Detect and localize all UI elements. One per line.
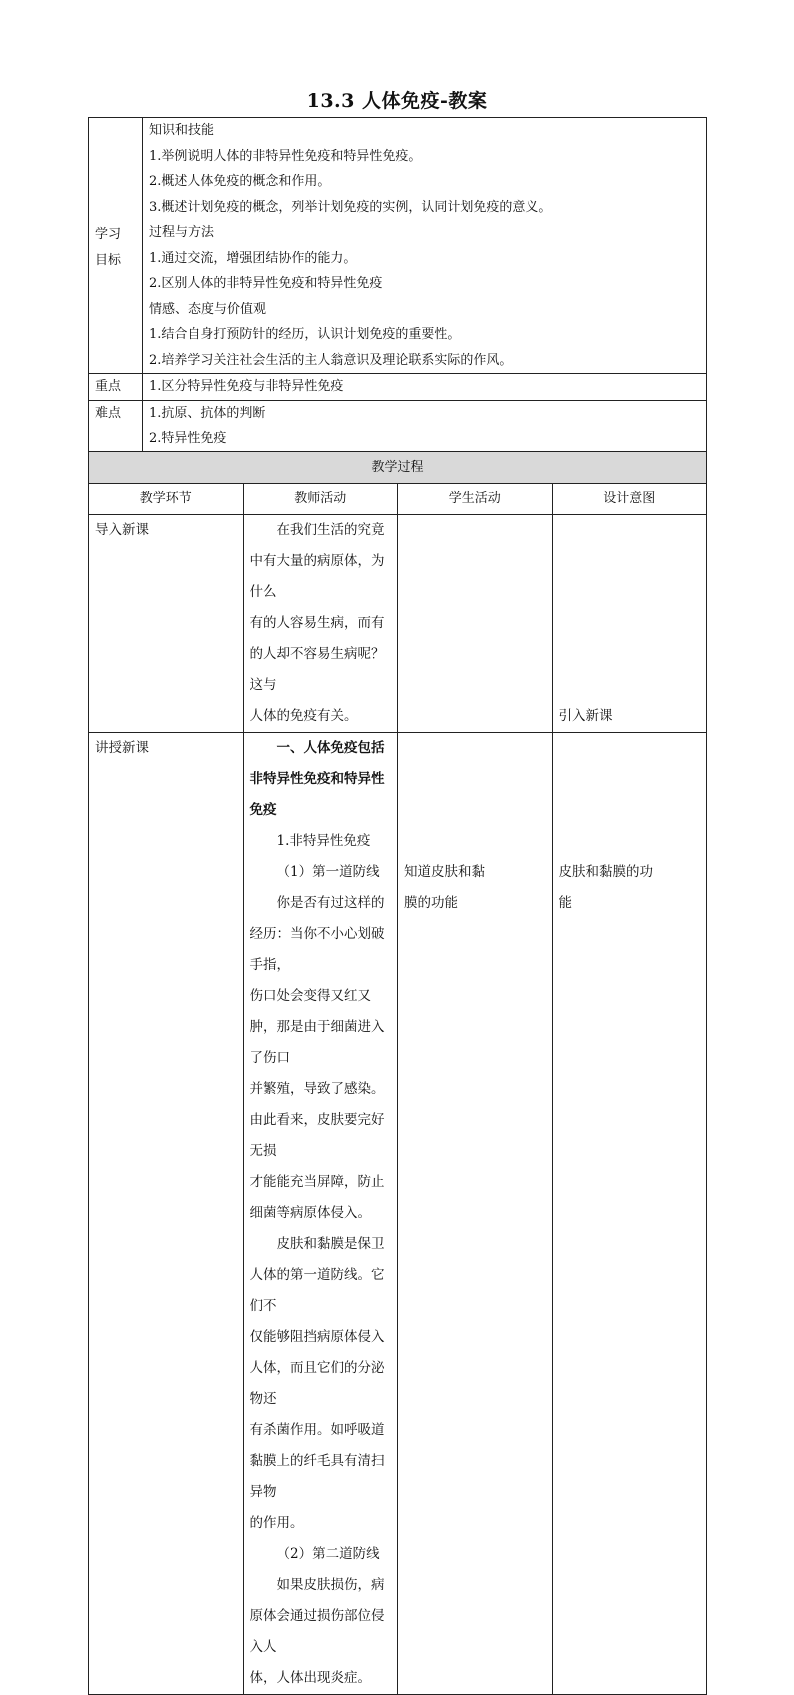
column-header: 设计意图 (552, 484, 707, 515)
teacher-cell: 一、人体免疫包括非特异性免疫和特异性免疫 1.非特异性免疫 （1）第一道防线 你是否有过这样的经历：当你不小心划破手指， 伤口处会变得又红又肿，那是由于细菌进入了伤口 并繁殖，导致了感染。由此看来，皮肤要完好无损 才能能充当屏障，防止细菌等病原体侵入。 皮肤和黏膜是保卫人体的第一道防线。它们不 仅能够阻挡病原体侵入人体，而且它们的分泌物还 有杀菌作用。如呼吸道黏膜上的纤毛具有清扫异物 的作用。 （2）第二道防线 如果皮肤损伤，病原体会通过损伤部位侵入人 体，人体出现炎症。 (243, 733, 398, 1695)
objectives-table (88, 117, 707, 453)
difficulty-line: 1.抗原、抗体的判断 (149, 405, 266, 421)
column-header-row (89, 484, 707, 515)
goal-line: 1.结合自身打预防针的经历，认识计划免疫的重要性。 (149, 327, 461, 342)
difficulty-label: 难点 (89, 400, 143, 452)
goal-line: 情感、态度与价值观 (149, 301, 267, 317)
teacher-cell: 在我们生活的究竟中有大量的病原体，为什么 有的人容易生病，而有的人却不容易生病呢？这与 人体的免疫有关。 (243, 515, 398, 733)
goal-line: 知识和技能 (149, 123, 215, 138)
goals-label-line1: 学习 (95, 227, 122, 242)
goals-label-cell (89, 118, 143, 374)
key-point-label: 重点 (89, 374, 143, 401)
student-cell: 知道皮肤和黏 膜的功能 (398, 733, 553, 1695)
table-row (89, 515, 707, 733)
table-row (89, 733, 707, 1695)
column-header: 教师活动 (243, 484, 398, 515)
goal-line: 2.培养学习关注社会生活的主人翁意识及理论联系实际的作风。 (149, 352, 513, 368)
column-header: 教学环节 (89, 484, 244, 515)
section-heading: 一、人体免疫包括非特异性免疫和特异性免疫 (249, 740, 385, 818)
intent-cell: 皮肤和黏膜的功 能 (552, 733, 707, 1695)
goal-line: 1.通过交流，增强团结协作的能力。 (149, 250, 357, 266)
page-title: 13.3 人体免疫-教案 (306, 90, 488, 112)
goals-label-line2: 目标 (95, 253, 122, 268)
goals-row (89, 118, 707, 374)
difficulty-content (143, 400, 707, 452)
goal-line: 1.举例说明人体的非特异性免疫和特异性免疫。 (149, 148, 422, 164)
process-header: 教学过程 (89, 452, 707, 484)
column-header: 学生活动 (398, 484, 553, 515)
goals-content-cell (143, 118, 707, 374)
key-point-row (89, 374, 707, 401)
intent-cell: 引入新课 (552, 515, 707, 733)
student-cell (398, 515, 553, 733)
process-table (88, 451, 707, 1695)
difficulty-row (89, 400, 707, 452)
difficulty-line: 2.特异性免疫 (149, 431, 227, 446)
stage-cell: 导入新课 (89, 515, 244, 733)
key-point-content: 1.区分特异性免疫与非特异性免疫 (143, 374, 707, 401)
goal-line: 过程与方法 (149, 225, 215, 240)
process-header-row (89, 452, 707, 484)
goal-line: 2.概述人体免疫的概念和作用。 (149, 174, 331, 189)
goal-line: 3.概述计划免疫的概念，列举计划免疫的实例，认同计划免疫的意义。 (149, 199, 552, 215)
goal-line: 2.区别人体的非特异性免疫和特异性免疫 (149, 276, 383, 291)
stage-cell: 讲授新课 (89, 733, 244, 1695)
